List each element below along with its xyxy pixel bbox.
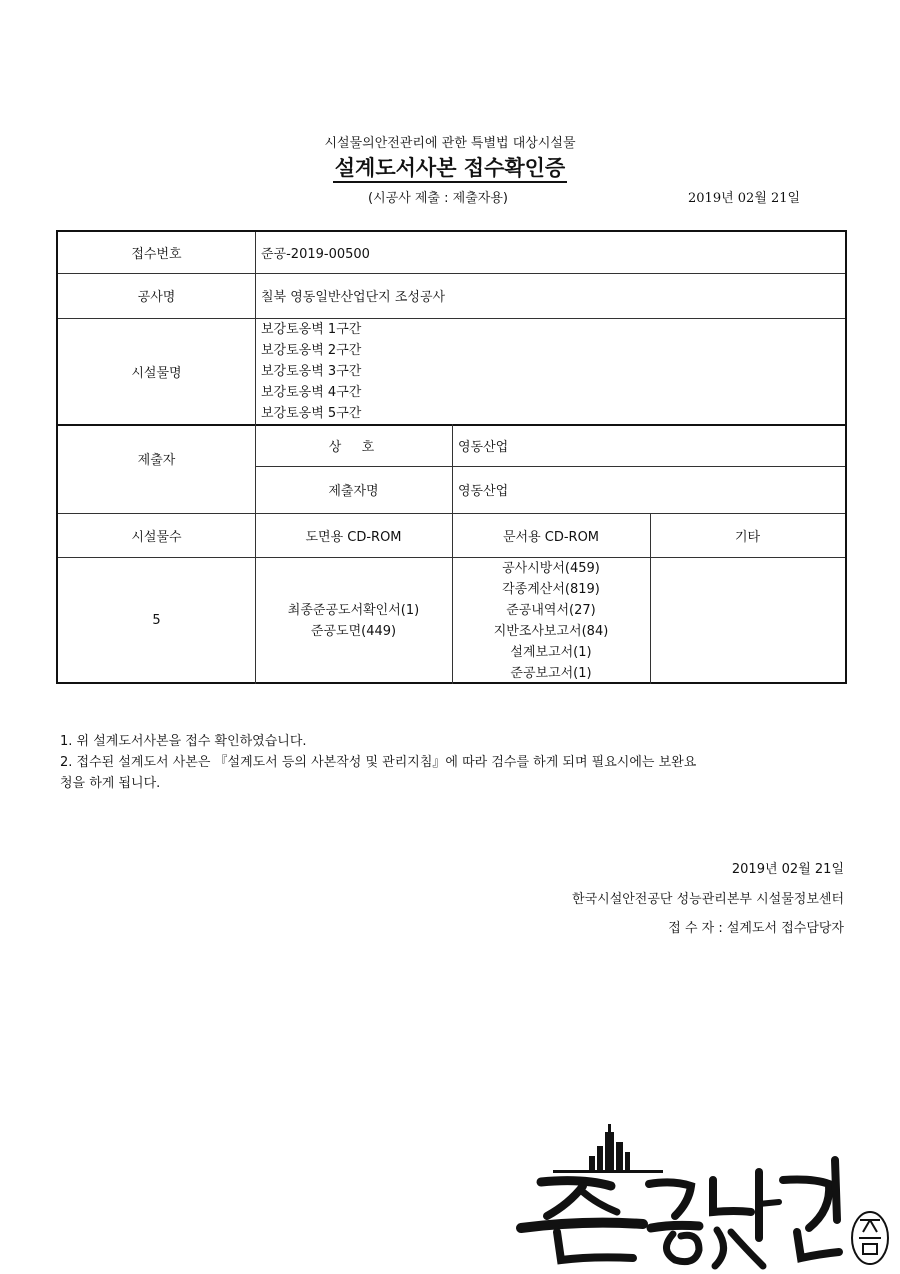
drawing-item: 최종준공도서확인서(1) bbox=[287, 602, 420, 618]
note-line: 청을 하게 됩니다. bbox=[60, 776, 161, 791]
document-items bbox=[452, 557, 650, 684]
document-item: 지반조사보고서(84) bbox=[493, 623, 609, 639]
facility-item: 보강토옹벽 3구간 bbox=[261, 363, 362, 379]
project-name-value: 칠북 영동일반산업단지 조성공사 bbox=[261, 290, 446, 305]
footer-organization: 한국시설안전공단 성능관리본부 시설물정보센터 bbox=[572, 892, 844, 907]
document-item: 준공보고서(1) bbox=[510, 665, 592, 681]
project-label: 공사명 bbox=[137, 290, 176, 305]
document-title-text: 설계도서사본 접수확인증 bbox=[333, 156, 567, 183]
brand-logo-graphic bbox=[513, 1120, 893, 1270]
footer-date: 2019년 02월 21일 bbox=[731, 862, 844, 877]
other-label: 기타 bbox=[734, 529, 761, 545]
note-line: 2. 접수된 설계도서 사본은 『설계도서 등의 사본작성 및 관리지침』에 따라 검수를 하게 되며 필요시에는 보완요 bbox=[60, 755, 697, 770]
company-value: 영동산업 bbox=[458, 439, 509, 455]
submitter-label: 제출자 bbox=[137, 452, 176, 468]
notes bbox=[60, 731, 850, 794]
receipt-no-label: 접수번호 bbox=[131, 247, 182, 262]
receipt-no-value: 준공-2019-00500 bbox=[261, 247, 370, 262]
drawing-cd-label: 도면용 CD-ROM bbox=[305, 529, 402, 545]
document-subtitle: 시설물의안전관리에 관한 특별법 대상시설물 bbox=[324, 136, 576, 151]
facility-item: 보강토옹벽 4구간 bbox=[261, 384, 362, 400]
facility-item: 보강토옹벽 5구간 bbox=[261, 405, 362, 421]
document-item: 각종계산서(819) bbox=[502, 581, 600, 597]
note-line: 1. 위 설계도서사본을 접수 확인하였습니다. bbox=[60, 734, 307, 749]
document-cd-label: 문서용 CD-ROM bbox=[502, 529, 600, 545]
brand-logo bbox=[513, 1120, 893, 1270]
company-label: 상 호 bbox=[328, 439, 379, 455]
drawing-item: 준공도면(449) bbox=[310, 623, 397, 639]
receipt-table bbox=[56, 230, 847, 684]
facility-item: 보강토옹벽 1구간 bbox=[261, 321, 362, 337]
document-item: 준공내역서(27) bbox=[506, 602, 596, 618]
other-value bbox=[650, 557, 845, 684]
issue-date: 2019년 02월 21일 bbox=[688, 191, 801, 206]
document-item: 공사시방서(459) bbox=[502, 560, 600, 576]
submitter-name-label: 제출자명 bbox=[328, 484, 379, 499]
facility-item: 보강토옹벽 2구간 bbox=[261, 342, 362, 358]
count-value: 5 bbox=[152, 613, 161, 628]
document-item: 설계보고서(1) bbox=[510, 644, 592, 660]
submitter-name-value: 영동산업 bbox=[458, 484, 509, 499]
count-label: 시설물수 bbox=[131, 529, 182, 545]
drawing-items bbox=[255, 557, 452, 684]
facility-list bbox=[255, 318, 845, 424]
document-title bbox=[0, 152, 900, 182]
footer-receiver: 접 수 자 : 설계도서 접수담당자 bbox=[668, 921, 844, 936]
submit-note: (시공사 제출 : 제출자용) bbox=[368, 191, 508, 206]
facility-label: 시설물명 bbox=[131, 365, 182, 381]
